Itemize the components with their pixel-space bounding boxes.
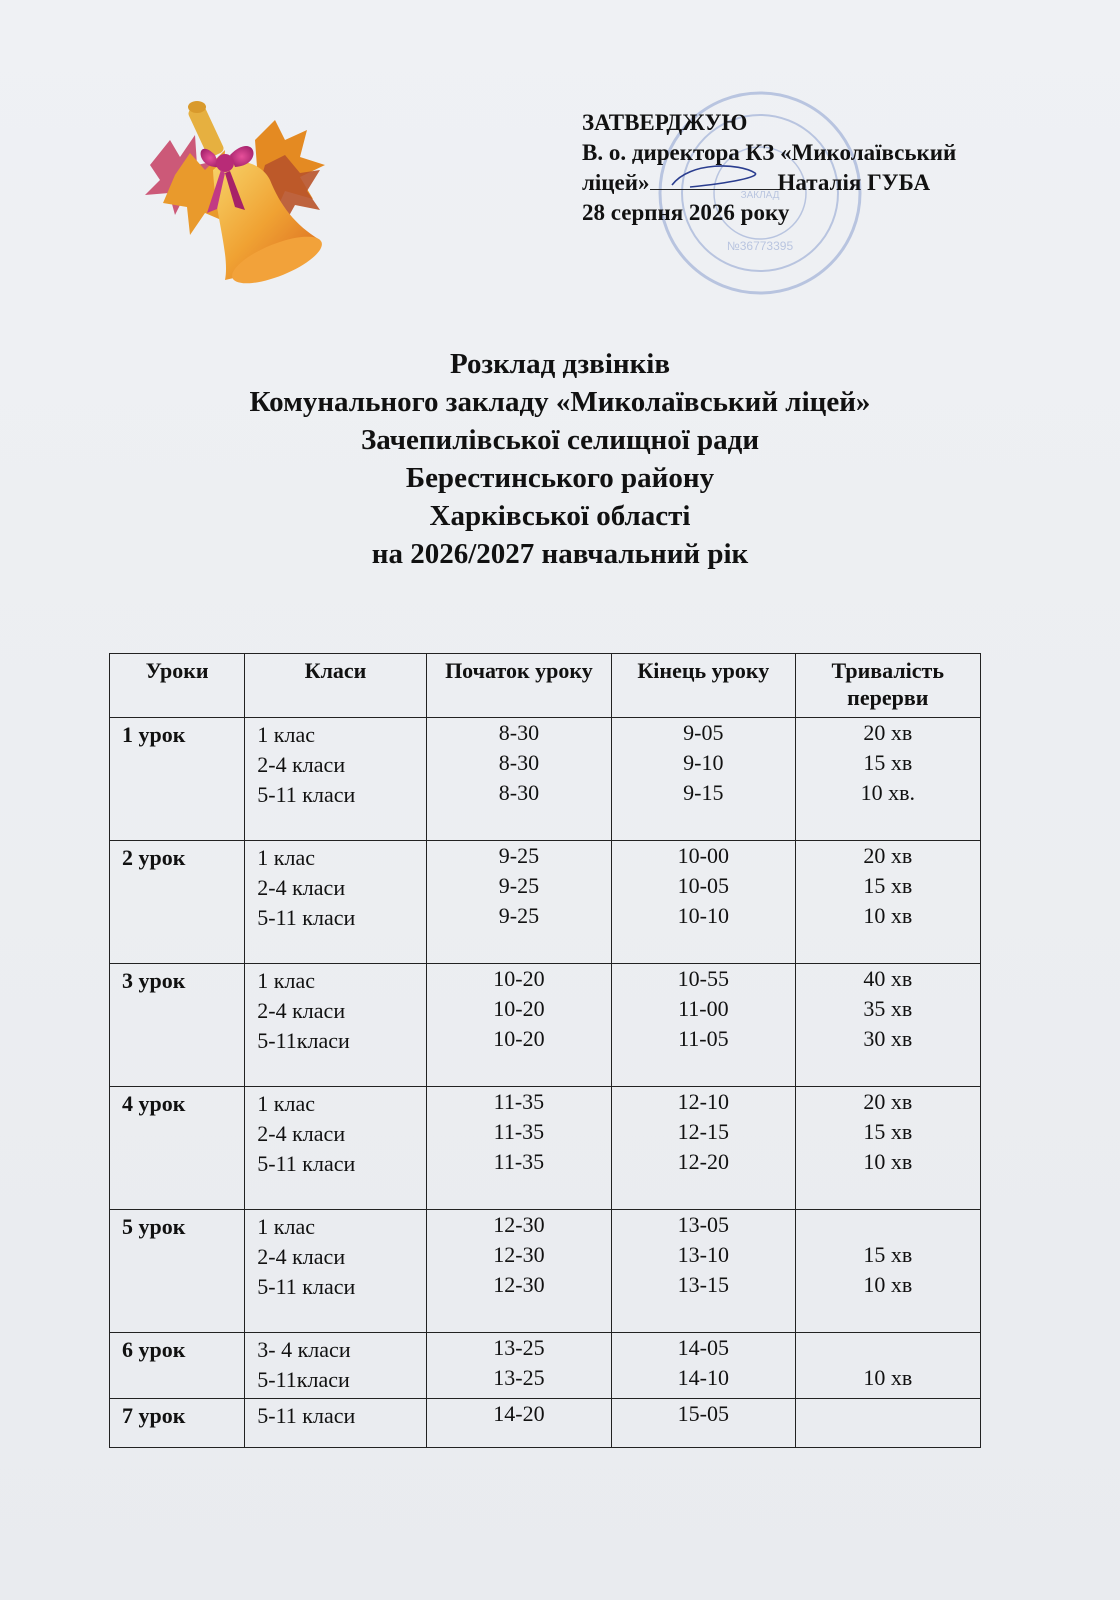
class-group: 5-11 класи (257, 1274, 356, 1299)
class-group: 5-11 класи (257, 1403, 356, 1428)
start-time: 13-25 (493, 1335, 545, 1360)
class-group: 2-4 класи (257, 752, 346, 777)
signature (650, 169, 778, 190)
end-time: 12-10 (677, 1089, 729, 1114)
class-group: 5-11класи (257, 1367, 350, 1392)
approval-heading: ЗАТВЕРДЖУЮ (582, 110, 748, 135)
start-time: 9-25 (498, 873, 540, 898)
lesson-cell: 1 урок (110, 718, 245, 841)
title-line-6: на 2026/2027 навчальний рік (371, 538, 749, 570)
header-classes: Класи (245, 654, 426, 718)
start-time: 10-20 (493, 1026, 545, 1051)
approval-block (582, 108, 1062, 228)
header-lessons: Уроки (110, 654, 245, 718)
classes-cell (245, 1087, 426, 1210)
break-duration: 15 хв (863, 1242, 913, 1267)
header-break: Тривалість перерви (795, 654, 980, 718)
start-time: 9-25 (498, 843, 540, 868)
end-time-cell (612, 1399, 795, 1448)
start-time: 11-35 (493, 1119, 545, 1144)
approval-position: В. о. директора КЗ «Миколаївський (582, 140, 957, 165)
classes-cell (245, 841, 426, 964)
end-time: 10-05 (677, 873, 729, 898)
svg-text:ЗАКЛАД: ЗАКЛАД (740, 190, 780, 201)
break-duration (796, 1210, 980, 1240)
break-duration (796, 1333, 980, 1363)
start-time: 8-30 (498, 720, 540, 745)
end-time: 12-20 (677, 1149, 729, 1174)
break-duration (796, 1399, 980, 1429)
break-duration: 20 хв (863, 720, 913, 745)
table-row (110, 1399, 981, 1448)
end-time: 11-00 (678, 996, 729, 1021)
class-group: 5-11 класи (257, 905, 356, 930)
break-duration: 35 хв (863, 996, 913, 1021)
end-time: 14-05 (677, 1335, 729, 1360)
end-time-cell (612, 718, 795, 841)
break-duration: 15 хв (863, 1119, 913, 1144)
title-line-2: Комунального закладу «Миколаївський ліцей» (249, 386, 871, 418)
class-group: 5-11класи (257, 1028, 350, 1053)
lesson-cell: 4 урок (110, 1087, 245, 1210)
table-row (110, 841, 981, 964)
start-time-cell (426, 964, 611, 1087)
break-duration: 40 хв (863, 966, 913, 991)
class-group: 1 клас (257, 968, 315, 993)
end-time: 10-00 (677, 843, 729, 868)
header-start: Початок уроку (426, 654, 611, 718)
break-duration: 10 хв. (860, 780, 915, 805)
start-time: 10-20 (493, 996, 545, 1021)
end-time: 9-10 (683, 750, 724, 775)
table-body (110, 718, 981, 1448)
start-time-cell (426, 1210, 611, 1333)
start-time: 8-30 (498, 780, 540, 805)
end-time: 10-55 (677, 966, 729, 991)
bell-with-autumn-leaves-icon (135, 95, 335, 285)
end-time-cell (612, 1333, 795, 1399)
end-time: 13-15 (677, 1272, 729, 1297)
svg-text:№36773395: №36773395 (726, 239, 794, 253)
lesson-cell: 5 урок (110, 1210, 245, 1333)
break-duration: 15 хв (863, 873, 913, 898)
class-group: 1 клас (257, 1091, 315, 1116)
start-time: 12-30 (493, 1272, 545, 1297)
start-time: 11-35 (493, 1149, 545, 1174)
end-time: 13-10 (677, 1242, 729, 1267)
lesson-cell: 3 урок (110, 964, 245, 1087)
classes-cell (245, 1210, 426, 1333)
start-time: 12-30 (493, 1212, 545, 1237)
table-row (110, 1087, 981, 1210)
break-duration: 30 хв (863, 1026, 913, 1051)
break-duration: 10 хв (863, 1149, 913, 1174)
class-group: 1 клас (257, 722, 315, 747)
break-duration-cell (795, 841, 980, 964)
start-time: 8-30 (498, 750, 540, 775)
break-duration-cell (795, 1210, 980, 1333)
start-time: 11-35 (493, 1089, 545, 1114)
end-time-cell (612, 1087, 795, 1210)
start-time: 14-20 (493, 1401, 545, 1426)
table-row (110, 1333, 981, 1399)
class-group: 2-4 класи (257, 1244, 346, 1269)
table-row (110, 1210, 981, 1333)
approval-org-suffix: ліцей» (582, 170, 650, 195)
table-header-row (110, 654, 981, 718)
classes-cell (245, 1399, 426, 1448)
end-time-cell (612, 841, 795, 964)
title-line-5: Харківської області (429, 500, 691, 532)
end-time: 13-05 (677, 1212, 729, 1237)
lesson-cell: 6 урок (110, 1333, 245, 1399)
document-title (0, 345, 1120, 573)
class-group: 1 клас (257, 845, 315, 870)
class-group: 1 клас (257, 1214, 315, 1239)
start-time-cell (426, 1087, 611, 1210)
end-time-cell (612, 964, 795, 1087)
break-duration-cell (795, 1087, 980, 1210)
title-line-4: Берестинського району (405, 462, 715, 494)
start-time: 12-30 (493, 1242, 545, 1267)
title-line-1: Розклад дзвінків (449, 348, 671, 380)
break-duration: 10 хв (863, 903, 913, 928)
end-time: 9-15 (683, 780, 724, 805)
class-group: 2-4 класи (257, 998, 346, 1023)
end-time: 15-05 (677, 1401, 729, 1426)
break-duration: 20 хв (863, 1089, 913, 1114)
bell-schedule-table (109, 653, 981, 1448)
class-group: 2-4 класи (257, 1121, 346, 1146)
class-group: 5-11 класи (257, 1151, 356, 1176)
start-time-cell (426, 841, 611, 964)
break-duration: 10 хв (863, 1272, 913, 1297)
break-duration: 20 хв (863, 843, 913, 868)
header-end: Кінець уроку (612, 654, 795, 718)
start-time-cell (426, 1333, 611, 1399)
lesson-cell: 2 урок (110, 841, 245, 964)
table-row (110, 964, 981, 1087)
start-time-cell (426, 718, 611, 841)
approval-date: 28 серпня 2026 року (582, 200, 790, 225)
table-row (110, 718, 981, 841)
class-group: 3- 4 класи (257, 1337, 351, 1362)
break-duration-cell (795, 1333, 980, 1399)
start-time: 10-20 (493, 966, 545, 991)
break-duration-cell (795, 718, 980, 841)
end-time: 11-05 (678, 1026, 729, 1051)
title-line-3: Зачепилівської селищної ради (360, 424, 760, 456)
end-time-cell (612, 1210, 795, 1333)
start-time-cell (426, 1399, 611, 1448)
break-duration-cell (795, 1399, 980, 1448)
break-duration-cell (795, 964, 980, 1087)
break-duration: 10 хв (863, 1365, 913, 1390)
classes-cell (245, 1333, 426, 1399)
break-duration: 15 хв (863, 750, 913, 775)
start-time: 13-25 (493, 1365, 545, 1390)
class-group: 2-4 класи (257, 875, 346, 900)
lesson-cell: 7 урок (110, 1399, 245, 1448)
class-group: 5-11 класи (257, 782, 356, 807)
end-time: 9-05 (683, 720, 724, 745)
end-time: 14-10 (677, 1365, 729, 1390)
end-time: 12-15 (677, 1119, 729, 1144)
start-time: 9-25 (498, 903, 540, 928)
classes-cell (245, 964, 426, 1087)
end-time: 10-10 (677, 903, 729, 928)
approval-director-name: Наталія ГУБА (777, 170, 931, 195)
classes-cell (245, 718, 426, 841)
approval-signature-line (582, 168, 1062, 198)
